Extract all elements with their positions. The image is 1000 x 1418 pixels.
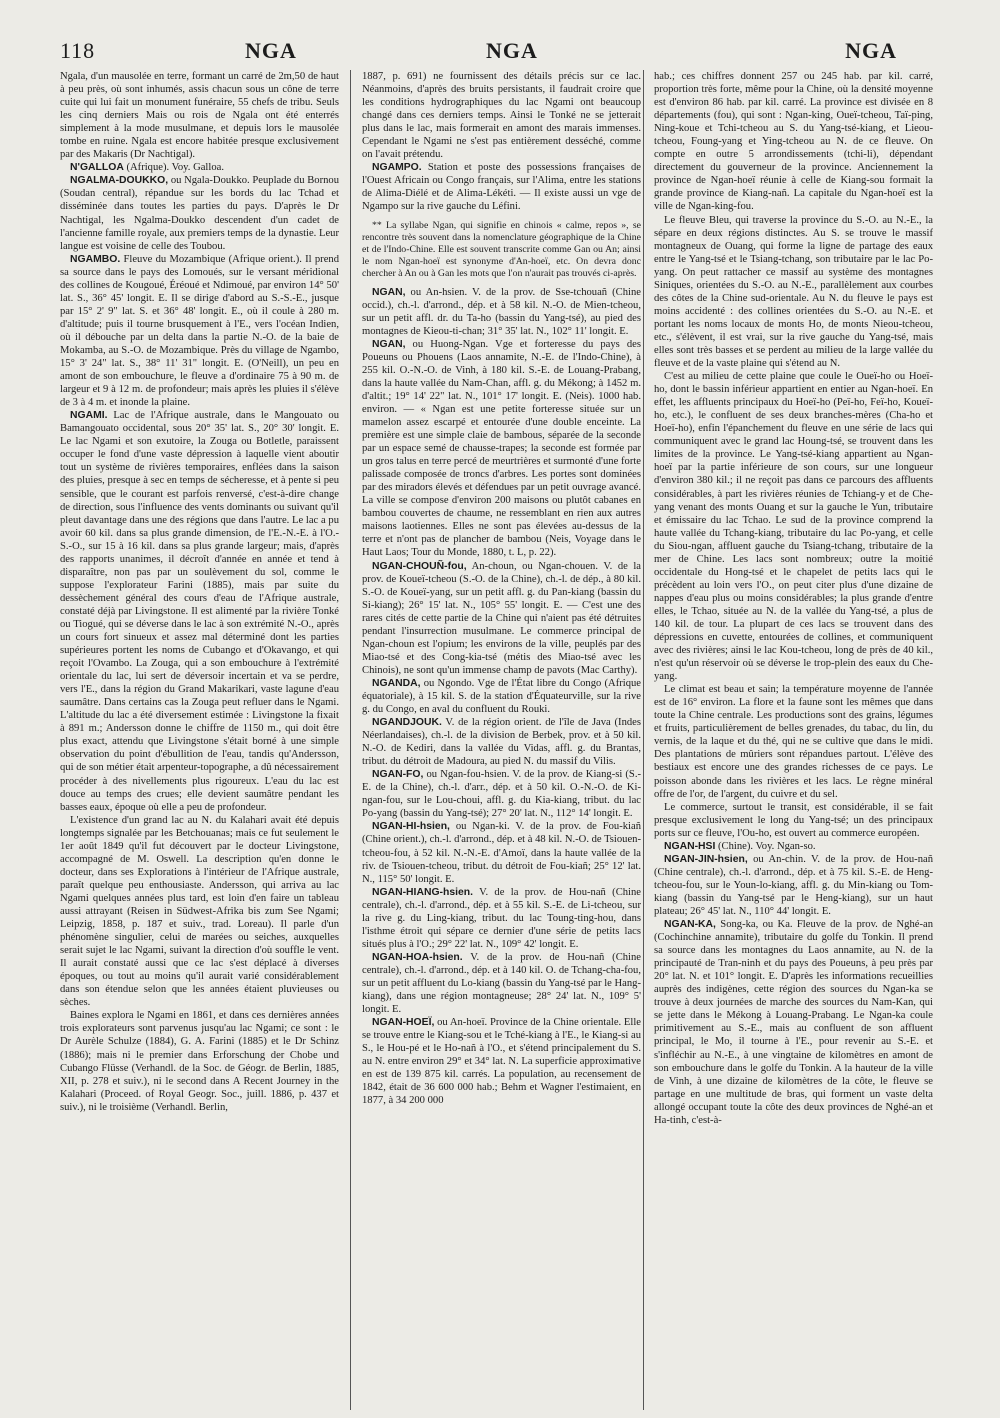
entry-text: C'est au milieu de cette plaine que coule le Oueï-ho ou Hoeï-ho, dont le bassin inférieur appartient en entier au Ngan-hoeï. En effet, les affluents principaux du Hoeï-ho (Peï-ho, Feï-ho, Koueï-ho, etc.), le confluent de ses deux branches-mères (Cha-ho et Hoeï-ho), enfin l'épanchement du fleuve en une série de lacs qui communiquent avec le grand lac Houng-tsé, se trouvent dans les limites de la province. Le Yang-tsé-kiang appartient au Ngan-hoeï par la partie inférieure de son cours, sur une longueur d'environ 380 kil.; il ne reçoit pas dans ce parcours des affluents considérables, à part les rivières réunies de Tchiang-y et de Che-yang venant des monts Ouang et sur la gauche le Yun, tributaire et émissaire du lac Tchao. Le sud de la province comprend la haute vallée du Tchang-kiang, tributaire du lac Po-yang, et celle du Siou-ngan, affluent gauche du Tsiang-tchang, tributaire de la mer de Chine. Les lacs sont nombreux; outre la moitié occidentale du Hong-tsé et le chapelet de petits lacs qui le précèdent au loin vers l'O., on peut citer plus d'une dizaine de nappes d'eau plus ou moins considérables; la plus grande d'entre elles, le Tchao, située au N. de la vallée du Yang-tsé, a plus de 140 kil. de tour. La plupart de ces lacs se trouvent dans des dépressions en cuvette, entourées de collines, et communiquent avec des rivières; ainsi le lac Kou-tcheou, long de près de 40 kil., n'est qu'un réservoir où se déverse le trop-plein des eaux du Che-yang. [654, 371, 933, 683]
entry-headword: NGAN-KA, [664, 919, 716, 931]
entry-headword: N'GALLOA [70, 162, 124, 174]
entry-text: ou An-hsien. V. de la prov. de Sse-tchouañ (Chine occid.), ch.-l. d'arrond., dép. et à 58 kil. N.-O. de Mien-tcheou, sur un petit affl. dr. du Ta-ho (bassin du Yang-tsé), au pied des montagnes de Kieou-ti-chan; 31° 35' lat. N., 102° 11' longit. E. [362, 286, 641, 337]
entry-text: Baines explora le Ngami en 1861, et dans ces dernières années trois explorateurs sont parvenus jusqu'au lac Ngami; ce sont : le Dr Aurèle Schulze (1884), G. A. Farini (1885) et le Dr Schinz (1886); mais ni le premier dans Erforschung der Chobe und Cubango Flüsse (Verhandl. de la Soc. de Géogr. de Berlin, 1885, XII, p. 278 et suiv.), ni le second dans A Recent Journey in the Kalahari (Proceed. of Royal Geogr. Soc., juill. 1886, p. 437 et suiv.), ni le troisième (Verhandl. Berlin, [60, 1010, 339, 1113]
entry-text: ou Huong-Ngan. Vge et forteresse du pays des Poueuns ou Phouens (Laos annamite, N.-E. de l'Indo-Chine), à 255 kil. O.-N.-O. de Vinh, à 180 kil. S.-E. de Louang-Prabang, dans la haute vallée du Nam-Chan, affl. g. du Mékong; à 1452 m. d'altit.; 19° 14' 22" lat. N., 101° 17' longit. E. (Neis). 1000 hab. environ. — « Ngan est une petite forteresse située sur un mamelon assez escarpé et entourée d'une double enceinte. La première est une simple claie de bambous, séparée de la seconde par un espace semé de chausse-trapes; la seconde est formée par un gros talus en terre percé de meurtrières et surmonté d'une forte palissade composée de troncs d'arbres. Les portes sont dominées par des miradors élevés et défendues par un petit ouvrage avancé. La ville se compose d'environ 200 maisons ou plutôt cabanes en bambou couvertes de chaume, ne ressemblant en rien aux autres maisons laotiennes. Elles ne sont pas élevées au-dessus de la terre et n'ont pas de plancher de bambou (Neis, Voyage dans le Haut Laos; Tour du Monde, 1880, t. L, p. 22). [362, 338, 641, 559]
page-number: 118 [60, 38, 96, 63]
dictionary-entry [362, 951, 641, 1016]
column-divider [350, 70, 351, 1410]
entry-headword: NGAN-CHOUÑ-fou, [372, 560, 467, 572]
dictionary-entry [654, 70, 933, 214]
entry-headword: NGAN-HOEÏ, [372, 1017, 435, 1029]
dictionary-entry [362, 338, 641, 560]
dictionary-entry [362, 560, 641, 677]
entry-headword: NGAN-HIANG-hsien. [372, 886, 474, 898]
dictionary-entry [654, 801, 933, 840]
entry-headword: NGALMA-DOUKKO, [70, 175, 169, 187]
entry-text: hab.; ces chiffres donnent 257 ou 245 hab. par kil. carré, proportion très forte, même pour la Chine, où la densité moyenne est d'environ 86 hab. par kil. carré. La province est divisée en 8 départements (fou), qui sont : Ngan-king, Oueï-tcheou, Taï-ping, Ning-koue et Tchi-tcheou au S. du Yang-tsé-kiang, et Lieou-tcheou, Foung-yang et Ying-tcheou au N. de ce fleuve. On compte en outre 5 arrondissements (tchi-li), dépendant directement du gouverneur de la province. Anciennement la province de Ngan-hoeï réunie à celle de Kiang-sou formait la grande province de Kiang-nañ. La capitale du Ngan-hoeï est la ville de Ngan-king-fou. [654, 71, 933, 213]
running-head-left: NGA [245, 38, 297, 63]
dictionary-entry [60, 814, 339, 1010]
entry-text: (Afrique). Voy. Galloa. [123, 162, 224, 174]
dictionary-entry [60, 1009, 339, 1113]
entry-headword: NGAN-JIN-hsien, [664, 853, 748, 865]
entry-headword: NGANDA, [372, 677, 421, 689]
entry-headword: NGAN-HSI [664, 840, 716, 852]
entry-text: ou Ngan-fou-hsien. V. de la prov. de Kiang-si (S.-E. de la Chine), ch.-l. d'arr., dép. et à 50 kil. O.-N.-O. de Ki-ngan-fou, sur le Lou-choui, affl. g. du Kia-kiang, tribut. du lac Po-yang (bassin du Yang-tsé); 27° 20' lat. N., 112° 14' longit. E. [362, 769, 641, 820]
text-column-right [654, 70, 933, 1410]
entry-headword: NGAN-FO, [372, 769, 424, 781]
entry-text: ** La syllabe Ngan, qui signifie en chinois « calme, repos », se rencontre très souvent dans la nomenclature géographique de la Chine et de l'Indo-Chine. Elle est souvent transcrite comme Gan ou An; ainsi le nom Ngan-hoeï est synonyme d'An-hoeï, etc. On devra donc chercher à An ou à Gan les mots que l'on n'aurait pas trouvés ci-après. [362, 219, 641, 279]
dictionary-entry [362, 820, 641, 885]
entry-headword: NGAMI. [70, 410, 108, 422]
entry-text: Ngala, d'un mausolée en terre, formant un carré de 2m,50 de haut à peu près, où sont inhumés, assis chacun sous un cône de terre cuite qui lui fait un monument funéraire, 55 chefs de tribu. Seuls les cinq derniers Mais ou rois de Ngala ont été enterrés simplement à la mode musulmane, et depuis lors le mausolée tombe en ruine. Ngala est encore habitée presque exclusivement par des Makaris (Dr Nachtigal). [60, 71, 339, 161]
dictionary-entry [654, 853, 933, 918]
entry-text: Station et poste des possessions françaises de l'Ouest Africain ou Congo français, sur l'Alima, entre les stations de Alima-Diélé et de Alima-Lékéti. — Il existe aussi un vge de Ngampo sur la rive gauche du Léfini. [362, 162, 641, 213]
entry-text: Le climat est beau et sain; la température moyenne de l'année est de 16° environ. La flore et la faune sont les mêmes que dans toute la Chine centrale. Les productions sont des grains, légumes et fruits, particulièrement de belles grenades, du tabac, du lin, du vernis, de la laque et du thé, qui ne se cultive que dans le midi. Des plantations de mûriers sont répandues partout. L'élève des bestiaux est encore une des grandes richesses de ce pays. Le poisson abonde dans les rivières et les lacs. Le règne minéral offre de l'or, de l'argent, du cuivre et du sel. [654, 684, 933, 800]
dictionary-entry [362, 716, 641, 768]
dictionary-entry [60, 70, 339, 161]
dictionary-entry [654, 214, 933, 371]
dictionary-entry [362, 161, 641, 213]
dictionary-entry [60, 253, 339, 410]
entry-text: V. de la région orient. de l'île de Java (Indes Néerlandaises), ch.-l. de la division de Berbek, prov. et à 50 kil. N.-O. de Kediri, dans la vallée du Vidas, affl. g. du Brantas, tribut. du détroit de Madoura, au pied N. du massif du Vilis. [362, 717, 641, 768]
entry-headword: NGAN-HI-hsien, [372, 821, 450, 833]
dictionary-entry [362, 886, 641, 951]
entry-headword: NGAN, [372, 286, 406, 298]
dictionary-entry [60, 161, 339, 174]
entry-text: ou Ngala-Doukko. Peuplade du Bornou (Soudan central), répandue sur les bords du lac Tchad et disséminée dans toutes les parties du pays. D'après le Dr Nachtigal, les Ngalma-Doukko descendent d'un cadet de l'ancienne famille royale, aux premiers temps de la dynastie. Leur langue est voisine de celle des Toubou. [60, 175, 339, 252]
entry-text: V. de la prov. de Hou-nañ (Chine centrale), ch.-l. d'arrond., dép. et à 55 kil. S.-E. de Li-tcheou, sur la rive g. du Ling-kiang, tribut. du lac Toung-ting-hou, dans l'isthme étroit qui sépare ce dernier d'une série de petits lacs situés plus à l'O.; 29° 22' lat. N., 109° 42' longit. E. [362, 886, 641, 950]
dictionary-entry [362, 70, 641, 161]
entry-headword: NGAMPO. [372, 162, 422, 174]
entry-text: V. de la prov. de Hou-nañ (Chine centrale), ch.-l. d'arrond., dép. et à 140 kil. O. de Tchang-cha-fou, sur un petit affluent du Lo-kiang (bassin du Yang-tsé par le Hang-kiang), dans une région montagneuse; 28° 24' lat. N., 109° 5' longit. E. [362, 951, 641, 1016]
entry-text: ou Ngondo. Vge de l'État libre du Congo (Afrique équatoriale), à 15 kil. S. de la station d'Équateurville, sur la rive g. du Congo, en aval du confluent du Rouki. [362, 677, 641, 716]
dictionary-entry [362, 286, 641, 338]
dictionary-entry [362, 677, 641, 716]
dictionary-entry [654, 683, 933, 800]
running-head-right: NGA [845, 38, 897, 63]
running-head-center: NGA [486, 38, 538, 63]
dictionary-entry [654, 370, 933, 683]
entry-text: Le commerce, surtout le transit, est considérable, il se fait presque exclusivement le long du Yang-tsé; un des principaux ports sur ce fleuve, l'Ou-ho, est ouvert au commerce européen. [654, 801, 933, 839]
editorial-note [362, 220, 641, 280]
entry-headword: NGAN, [372, 338, 406, 350]
entry-headword: NGAN-HOA-hsien. [372, 951, 463, 963]
text-column-left [60, 70, 339, 1410]
entry-text: (Chine). Voy. Ngan-so. [715, 840, 816, 852]
entry-text: An-choun, ou Ngan-chouen. V. de la prov. de Koueï-tcheou (S.-O. de la Chine), ch.-l. de dép., à 80 kil. S.-O. de Koueï-yang, sur un petit affl. g. du Pan-kiang (bassin du Si-kiang); 26° 15' lat. N., 105° 55' longit. E. — C'est une des rares cités de cette partie de la Chine qui n'aient pas été détruites pendant l'insurrection musulmane. Le commerce principal de Ngan-choun est l'opium; les environs de la ville, peuplés par des Miao-tsé et des Cong-kia-tsé (métis des Miao-tsé avec les Chinois), ne sont qu'un immense champ de pavots (Mac Carthy). [362, 560, 641, 676]
page-header [60, 38, 942, 72]
column-divider [643, 70, 644, 1410]
entry-text: 1887, p. 691) ne fournissent des détails précis sur ce lac. Néanmoins, d'après des bruits persistants, il faudrait croire que les conditions hydrographiques du lac Ngami ont beaucoup changé dans ces derniers temps. Ainsi le Tonké ne se jetterait plus dans le lac, mais formerait en amont des marais immenses. Cependant le Ngami ne s'est pas entièrement desséché, comme on l'avait prétendu. [362, 71, 641, 161]
dictionary-entry [362, 768, 641, 820]
entry-text: Le fleuve Bleu, qui traverse la province du S.-O. au N.-E., la sépare en deux régions distinctes. Au S. se trouve le massif montagneux de Ouang, qui forme la ligne de partage des eaux entre le Yang-tsé et le Tsiang-tchang, son tributaire par le lac Po-yang. On peut rattacher ce massif au système des montagnes Siniques, orientées du S.-O. au N.-E., parallèlement aux courbes des côtes de la Chine sud-orientale. Au N. du fleuve le pays est moins accidenté : des collines orientées du S.-O. au N.-E. et portant les noms locaux de monts Ho, de monts Nieou-tcheou, etc., s'élèvent, il est vrai, sur la rive gauche du Yang-tsé, mais elles sont très basses et se perdent au milieu de la large vallée du fleuve et de la vaste plaine qui s'étend au N. [654, 214, 933, 370]
entry-text: L'existence d'un grand lac au N. du Kalahari avait été depuis longtemps signalée par les Betchouanas; mais ce fut seulement le 1er août 1849 qu'il fut découvert par le docteur Livingstone, accompagné de M. Oswell. La description qu'en donne le docteur, dans ses Explorations à l'intérieur de l'Afrique australe, paraît quelque peu enthousiaste. Andersson, qui arriva au lac Ngami quelques années plus tard, est loin d'en faire un tableau aussi attrayant (Reisen in Südwest-Afrika bis zum See Ngami; Leipzig, 1858, p. 187 et suiv., trad. Loreau). Il parle d'un phénomène singulier, celui de marées ou seiches, auxquelles serait sujet le lac Ngami, suivant la direction d'où souffle le vent. Il aurait constaté aussi que ce lac s'est déplacé à diverses époques, ou tout au moins qu'il aurait varié considérablement dans son étendue selon que les années étaient pluvieuses ou sèches. [60, 814, 339, 1009]
entry-text: ou An-chin. V. de la prov. de Hou-nañ (Chine centrale), ch.-l. d'arrond., dép. et à 75 kil. S.-E. de Heng-tcheou-fou, sur le Youn-lo-kiang, affl. g. du Min-kiang ou Tom-kiang (bassin du Yang-tsé par le Heng-kiang), sur un haut plateau; 26° 45' lat. N., 110° 44' longit. E. [654, 853, 933, 917]
dictionary-entry [362, 1016, 641, 1107]
entry-headword: NGAMBO. [70, 253, 121, 265]
entry-headword: NGANDJOUK. [372, 717, 442, 729]
text-column-middle [362, 70, 641, 1410]
entry-text: ou An-hoeï. Province de la Chine orientale. Elle se trouve entre le Kiang-sou et le Tché-kiang à l'E., le Kiang-si au S., le Hou-pé et le Ho-nañ à l'O., et s'étend principalement du S. au N. entre environ 29° et 34° lat. N. La superficie approximative en est de 139 875 kil. carrés. La population, au recensement de 1842, était de 36 600 000 hab.; Behm et Wagner l'estimaient, en 1877, à 34 200 000 [362, 1017, 641, 1107]
dictionary-entry [654, 918, 933, 1127]
dictionary-entry [60, 409, 339, 813]
entry-text: Song-ka, ou Ka. Fleuve de la prov. de Nghé-an (Cochinchine annamite), tributaire du golfe du Tonkin. Il prend sa source dans les montagnes du Laos annamite, au N. de la principauté de Tran-ninh et du pays des Poueuns, à peu près par 20° lat. N. et 101° longit. E. D'après les informations recueillies auprès des indigènes, cette région des sources du Ngan-ka se trouve à deux journées de marche des sources du Nam-Kan, qui se jette dans le Mékong à Louang-Prabang. Le Ngan-ka coule primitivement au S.-E., mais au confluent de son affluent principal, le Mo, il tourne à l'E., pour revenir au S.-E. et s'infléchir au N.-E., à une vingtaine de kilomètres en amont de son embouchure dans le golfe du Tonkin. A la hauteur de la ville de Vinh, à une dizaine de kilomètres de la côte, le fleuve se partage en une multitude de bras, qui forment un vaste delta allongé occupant toute la côte des deux provinces de Nghé-an et Ha-tinh, c'est-à- [654, 919, 933, 1126]
dictionary-entry [60, 174, 339, 252]
entry-text: Lac de l'Afrique australe, dans le Mangouato ou Bamangouato occidental, sous 20° 35' lat. S., 20° 30' longit. E. Le lac Ngami et son exutoire, la Zouga ou Botletle, paraissent occuper le fond d'une vaste dépression à laquelle vient aboutir tout un système de rivières temporaires, enflées dans la saison des pluies, presque à sec en temps de sécheresse, et à pente si peu sensible, que le courant est parfois renversé, c'est-à-dire change de direction, sous l'influence des vents dominants ou suivant qu'il pleut davantage dans une des régions que dans l'autre. Le lac a pu avoir 60 kil. dans sa plus grande dimension, de l'E.-N.-E. à l'O.-S.-O., sur 15 à 16 kil. dans sa plus grande largeur; mais, d'après des rapports unanimes, il décroît d'année en année et tend à disparaître, non pas par un soulèvement du sol, comme le suppose l'explorateur Farini (1885), mais par suite du dessèchement général des cours d'eau de l'Afrique australe, constaté déjà par Livingstone. Il est alimenté par la rivière Tonké ou Tiogué, qui se déverse dans le lac à son extrémité N.-O., après un cours fort sinueux et assez mal déterminé dont les parties supérieures portent les noms de Cubango et d'Okavango, et qui reçoit l'Ovambo. La Zouga, qui a son embouchure à l'extrémité orientale du lac, lui sert de déversoir incertain et va se perdre, vers l'E., dans la région du Grand Makarikari, vaste lagune d'eau saumâtre. Dans certains cas la Zouga peut refluer dans le Ngami. L'altitude du lac a été diversement estimée : Livingstone la fixait à 891 m.; Andersson donne le chiffre de 1150 m., qui doit être plus exact, attendu que Livingstone s'était borné à une simple observation du point d'ébullition de l'eau, tandis qu'Andersson, qui de son métier était arpenteur-topographe, a dû nécessairement procéder à des nivellements plus rigoureux. L'eau du lac est douce au temps des crues; elle devient saumâtre pendant les basses eaux, époque où elle a peu de profondeur. [60, 410, 339, 813]
entry-text: Fleuve du Mozambique (Afrique orient.). Il prend sa source dans le pays des Lomoués, sur le versant méridional des collines de Kougoué, Éréoué et Ndimoué, par environ 14° 50' lat. S., 36° 45' longit. E. Il se dirige d'abord au S.-S.-E., jusque par 15° 2' 9" lat. S. et 36° 48' longit. E., où il coule à 280 m. d'altitude; puis il tourne brusquement à l'E., vers l'océan Indien, où il débouche par un delta dans la partie N.-O. de la baie de Mokamba, au S.-O. de Mozambique. Près du village de Ngambo, 15° 3' 24" lat. S., 38° 11' 31" longit. E. (O'Neill), un peu en amont de son embouchure, le fleuve a d'ordinaire 75 à 90 m. de largeur et 9 à 12 m. de profondeur; mais après les pluies il s'élève de 3 à 4 m. et inonde la plaine. [60, 253, 339, 409]
dictionary-entry [654, 840, 933, 853]
entry-text: ou Ngan-ki. V. de la prov. de Fou-kiañ (Chine orient.), ch.-l. d'arrond., dép. et à 48 kil. N.-O. de Tsiouen-tcheou-fou, à 52 kil. N.-N.-E. d'Amoï, dans la haute vallée de la riv. de Tsiouen-tcheou, tribut. du détroit de Fou-kiañ; 25° 12' lat. N., 115° 50' longit. E. [362, 821, 641, 885]
